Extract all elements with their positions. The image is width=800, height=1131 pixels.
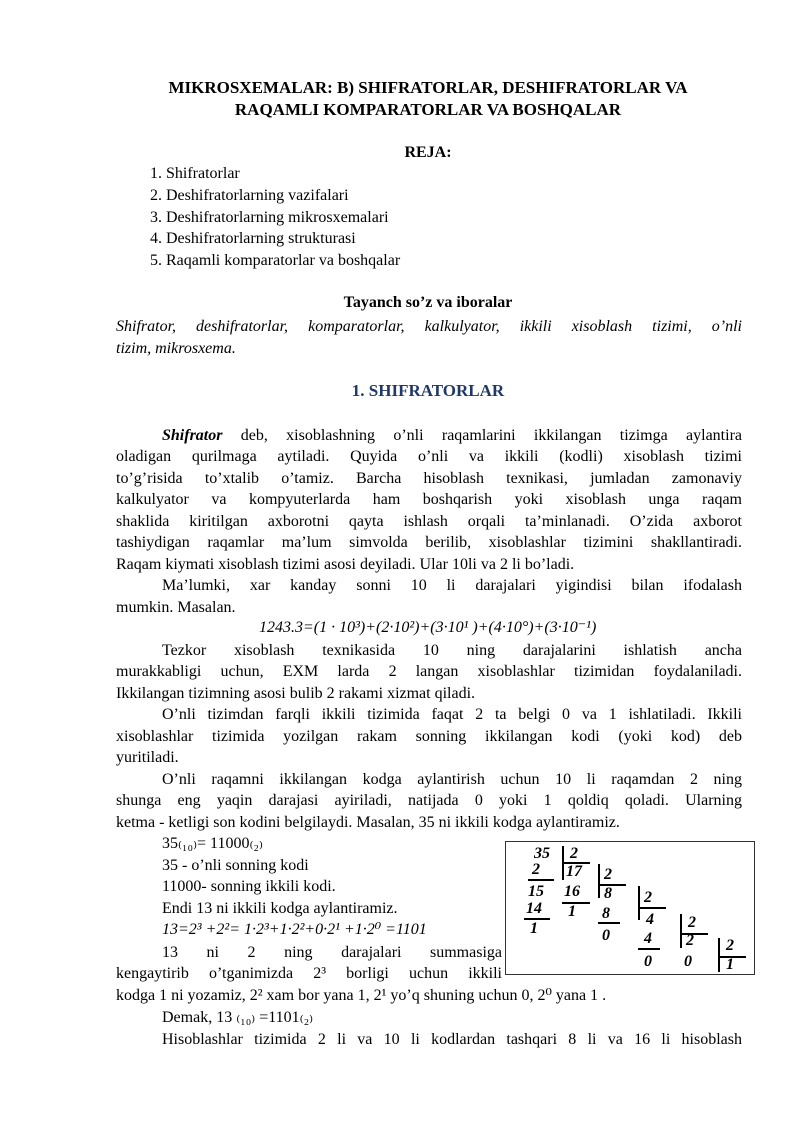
example-line: 35 - o’nli sonning kodi: [162, 857, 309, 874]
paragraph-line: shaklida kiritilgan axborotni qayta ishlash orqali ta’minlanadi. O’zida axborot: [116, 513, 742, 530]
division-dividend: 2: [686, 932, 694, 949]
paragraph-text: deb, xisoblashning o’nli raqamlarini ikkilangan tizimga aylantira: [222, 427, 742, 444]
paragraph-line: tashiydigan raqamlar ma’lum simvolda berilib, xisoblashlar tizimini shakllantiradi.: [116, 534, 742, 551]
paragraph-line: Tezkor xisoblash texnikasida 10 ning darajalarini ishlatish ancha: [162, 642, 742, 659]
division-remainder: 0: [644, 953, 652, 970]
formula-powers-of-ten: 1243.3=(1 · 10³)+(2·10²)+(3·10¹ )+(4·10°)+(3·10⁻¹): [259, 619, 597, 636]
division-remainder: 0: [684, 953, 692, 970]
formula-thirteen: 13=2³ +2²= 1·2³+1·2²+0·2¹ +1·2⁰ =1101: [162, 921, 427, 938]
paragraph-line: mumkin. Masalan.: [116, 599, 236, 616]
division-subtracted: 8: [602, 905, 610, 922]
division-dividend: 17: [566, 863, 582, 880]
division-divisor: 2: [570, 845, 578, 862]
division-divisor: 2: [688, 914, 696, 931]
paragraph-line: kengaytirib o’tganimizda 2³ borligi uchun ikkili: [116, 965, 502, 982]
division-remainder: 0: [602, 927, 610, 944]
term-shifrator: Shifrator: [162, 427, 223, 444]
division-remainder: 1: [568, 903, 576, 920]
division-subtracted: 14: [526, 900, 542, 917]
paragraph-line: O’nli raqamni ikkilangan kodga aylantirish uchun 10 li raqamdan 2 ning: [162, 771, 742, 788]
division-subtracted: 2: [532, 861, 540, 878]
division-bar: [598, 864, 600, 898]
division-subtracted: 4: [644, 930, 652, 947]
example-line: 35₍₁₀₎= 11000₍₂₎: [162, 835, 263, 852]
paragraph-line: shunga eng yaqin darajasi ayiriladi, natijada 0 yoki 1 qoldiq qoladi. Ularning: [116, 792, 742, 809]
title-line-2: RAQAMLI KOMPARATORLAR VA BOSHQALAR: [234, 100, 622, 119]
plan-item: 5. Raqamli komparatorlar va boshqalar: [150, 252, 401, 269]
division-bar: [718, 938, 720, 972]
division-divisor: 2: [644, 889, 652, 906]
division-bar: [638, 907, 666, 909]
division-dividend: 4: [646, 911, 654, 928]
division-subtracted: 16: [564, 883, 580, 900]
paragraph-line: ketma - ketligi son kodini belgilaydi. Masalan, 35 ni ikkili kodga aylantiramiz.: [116, 814, 620, 831]
keywords-heading: Tayanch so’z va iboralar: [343, 294, 513, 311]
conclusion-line: Demak, 13 ₍₁₀₎ =1101₍₂₎: [162, 1009, 314, 1026]
plan-item: 4. Deshifratorlarning strukturasi: [150, 230, 356, 247]
paragraph-line: murakkabligi uchun, EXM larda 2 langan xisoblashlar tizimidan foydalaniladi.: [116, 663, 742, 680]
division-quotient: 1: [726, 956, 734, 973]
example-line: Endi 13 ni ikkili kodga aylantiramiz.: [162, 900, 398, 917]
division-divisor: 2: [604, 866, 612, 883]
paragraph-line: O’nli tizimdan farqli ikkili tizimida faqat 2 ta belgi 0 va 1 ishlatiladi. Ikkili: [162, 706, 742, 723]
paragraph-line: Ma’lumki, xar kanday sonni 10 li darajalari yigindisi bilan ifodalash: [162, 577, 742, 594]
long-division-diagram: [505, 841, 755, 975]
division-dividend: 35: [534, 845, 550, 862]
keywords-line: Shifrator, deshifratorlar, komparatorlar, kalkulyator, ikkili xisoblash tizimi, o’nli: [116, 318, 742, 335]
division-bar: [598, 884, 626, 886]
division-partial: 15: [528, 883, 544, 900]
plan-heading: REJA:: [404, 144, 452, 161]
plan-item: 2. Deshifratorlarning vazifalari: [150, 187, 349, 204]
paragraph-line: Ikkilangan tizimning asosi bulib 2 rakami xizmat qiladi.: [116, 685, 476, 702]
paragraph-line: kalkulyator va kompyuterlarda ham boshqarish yoki xisoblash unga raqam: [116, 491, 742, 508]
paragraph-line: xisoblashlar tizimida yozilgan rakam sonning ikkilangan kodi (yoki kod) deb: [116, 728, 742, 745]
plan-item: 3. Deshifratorlarning mikrosxemalari: [150, 209, 389, 226]
paragraph-line: 13 ni 2 ning darajalari summasiga: [162, 944, 502, 961]
paragraph-line: yuritiladi.: [116, 749, 179, 766]
paragraph-line: [116, 425, 742, 447]
division-remainder: 1: [530, 920, 538, 937]
plan-item: 1. Shifratorlar: [150, 165, 240, 182]
division-dividend: 8: [604, 885, 612, 902]
section-heading: 1. SHIFRATORLAR: [351, 381, 505, 400]
division-bar: [598, 922, 620, 924]
paragraph-line: oladigan qurilmaga aytiladi. Quyida o’nli va ikkili (kodli) xisoblash tizimi: [116, 448, 742, 465]
paragraph-line: Raqam kiymati xisoblash tizimi asosi deyiladi. Ular 10li va 2 li bo’ladi.: [116, 556, 575, 573]
division-bar: [638, 948, 660, 950]
division-bar: [680, 933, 708, 935]
paragraph-line: Hisoblashlar tizimida 2 li va 10 li kodlardan tashqari 8 li va 16 li hisoblash: [162, 1031, 742, 1048]
division-bar: [680, 914, 682, 948]
paragraph-line: kodga 1 ni yozamiz, 2² xam bor yana 1, 2¹ yo’q shuning uchun 0, 2⁰ yana 1 .: [116, 987, 607, 1004]
keywords-line: tizim, mikrosxema.: [116, 340, 236, 357]
document-title: [0, 77, 800, 121]
division-divisor: 2: [726, 937, 734, 954]
example-line: 11000- sonning ikkili kodi.: [162, 878, 336, 895]
paragraph-line: to’g’risida to’xtalib o’tamiz. Barcha hisoblash texnikasi, jumladan zamonaviy: [116, 470, 742, 487]
division-bar: [528, 879, 554, 881]
division-bar: [638, 886, 640, 920]
title-line-1: MIKROSXEMALAR: B) SHIFRATORLAR, DESHIFRATORLAR VA: [168, 78, 688, 97]
division-bar: [562, 902, 590, 904]
